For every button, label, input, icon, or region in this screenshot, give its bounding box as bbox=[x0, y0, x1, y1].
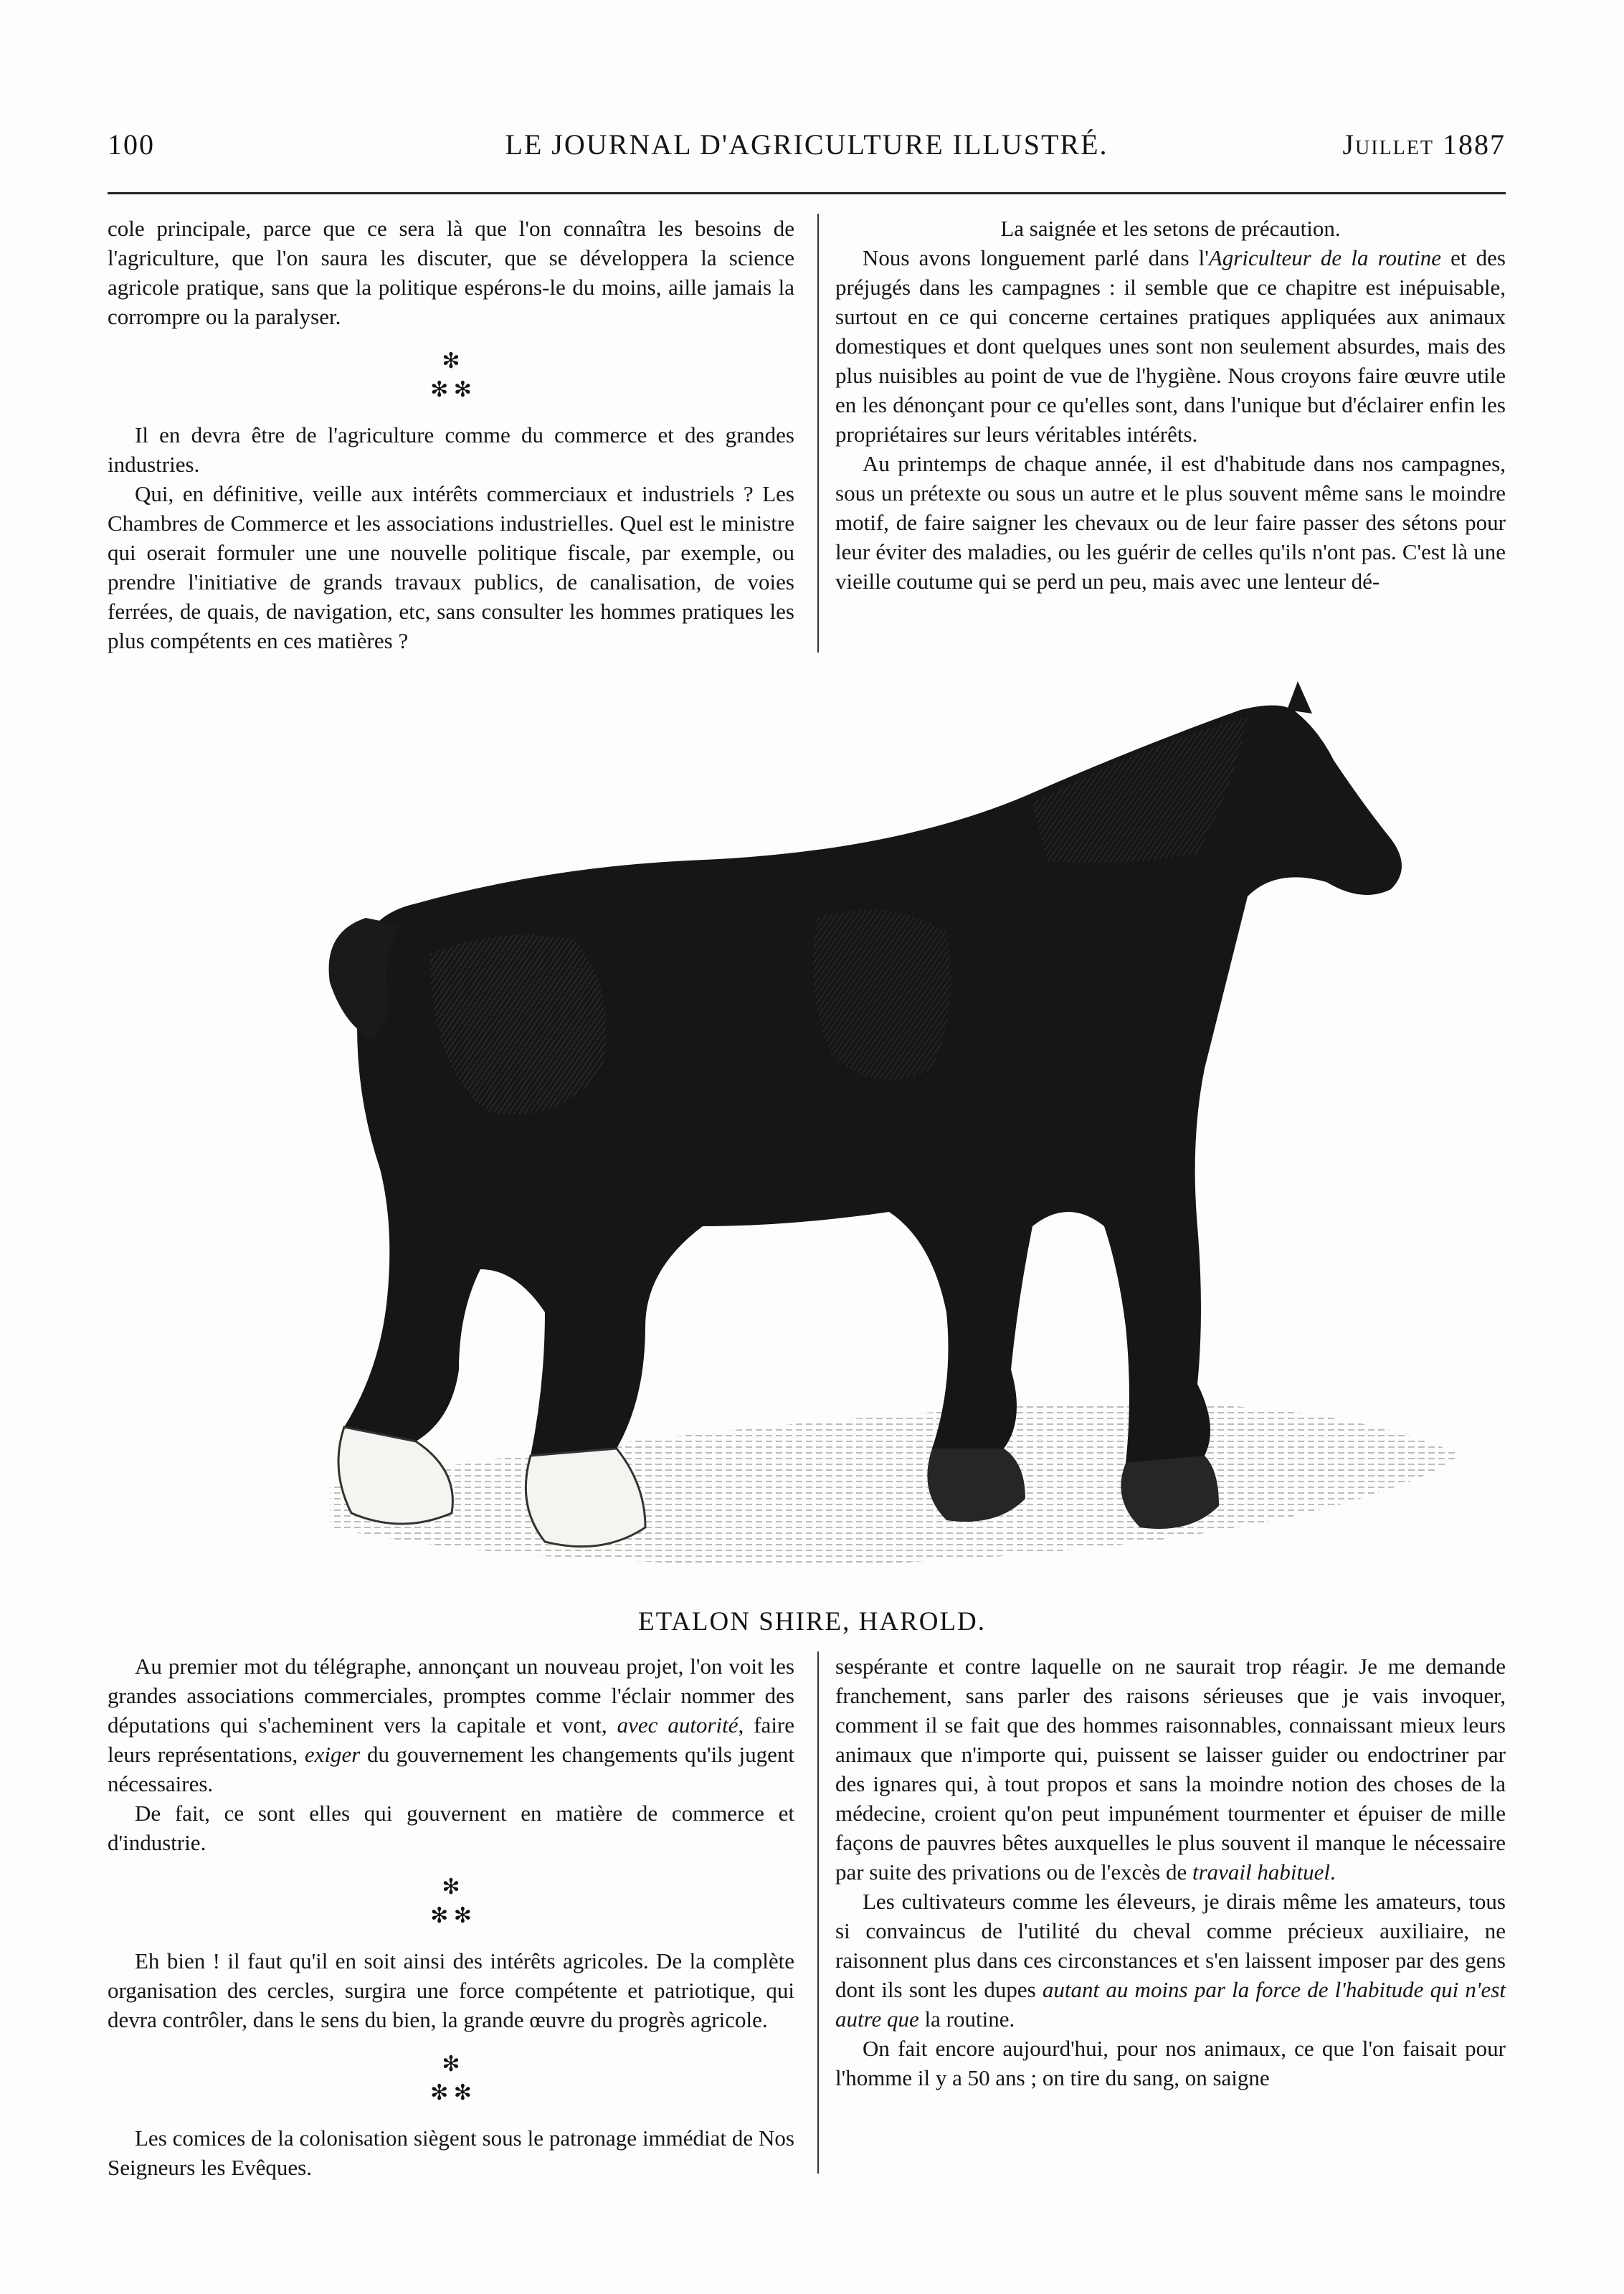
text-run: , faire leurs représentations, bbox=[108, 1712, 795, 1767]
section-title: La saignée et les setons de précaution. bbox=[1000, 216, 1341, 241]
issue-date: Juillet 1887 bbox=[1342, 128, 1506, 161]
horse-engraving bbox=[244, 681, 1520, 1592]
paragraph bbox=[835, 1887, 1506, 2034]
paragraph: Il en devra être de l'agriculture comme du commerce et des grandes industries. bbox=[108, 422, 794, 477]
page-header bbox=[108, 128, 1506, 178]
column-divider bbox=[817, 214, 819, 653]
text-run: du gouvernement les changements qu'ils jugent nécessaires. bbox=[108, 1742, 794, 1796]
horse-ear bbox=[1287, 681, 1312, 714]
italic-text: Agriculteur de la routine bbox=[1208, 245, 1441, 270]
section-separator: ✻ ✻ ✻ bbox=[430, 1875, 472, 1928]
text-run: . bbox=[1330, 1859, 1336, 1885]
journal-title: LE JOURNAL D'AGRICULTURE ILLUSTRÉ. bbox=[505, 128, 1108, 161]
paragraph bbox=[835, 243, 1506, 449]
paragraph: Qui, en définitive, veille aux intérêts commerciaux et industriels ? Les Chambres de Commerce et les associations industrielles. Quel est le ministre qui oserait formuler une une nouvelle politique fiscale, par exemple, ou prendre l'initiative de grands travaux publics, de canalisation, de voies ferrées, de quais, de navigation, etc, sans consulter les hommes pratiques les plus compétents en ces matières ? bbox=[108, 481, 794, 653]
paragraph: Au printemps de chaque année, il est d'habitude dans nos campagnes, sous un prétexte ou sous un autre et le plus souvent même sans le moindre motif, de faire saigner les chevaux ou de leur faire passer des sétons pour leur éviter des maladies, ou les guérir de celles qu'ils n'ont pas. C'est là une vieille coutume qui se perd un peu, mais avec une lenteur dé- bbox=[835, 451, 1506, 594]
text-run: Au premier mot du télégraphe, annonçant un nouveau projet, l'on voit les grandes associations commerciales, promptes comme l'éclair nommer des députations qui s'acheminent vers la capitale et vont, bbox=[108, 1654, 794, 1738]
text-run: sespérante et contre laquelle on ne saurait trop réagir. Je me demande franchement, sans parler des raisons sérieuses que je vais invoquer, comment il se fait que des hommes raisonnables, connaissant mieux leurs animaux que n'importe qui, puissent se laisser guider ou endoctriner par des ignares qui, à tout propos et sans la moindre notion des choses de la médecine, croient qu'on peut impunément tourmenter et épuiser de mille façons de pauvres bêtes auxquelles le plus souvent il manque le nécessaire par suite des privations ou de l'excès de bbox=[835, 1654, 1506, 1885]
paragraph: De fait, ce sont elles qui gouvernent en matière de commerce et d'industrie. bbox=[108, 1801, 794, 1855]
paragraph bbox=[835, 1651, 1506, 1887]
header-rule bbox=[108, 192, 1506, 194]
paragraph bbox=[108, 1651, 794, 1798]
italic-text: avec autorité bbox=[617, 1712, 739, 1738]
italic-text: autant au moins par la force de l'habitude qui n'est autre que bbox=[835, 1977, 1506, 2032]
section-separator: ✻ ✻ ✻ bbox=[430, 349, 472, 402]
page-number: 100 bbox=[108, 128, 155, 161]
horse-body bbox=[344, 706, 1402, 1469]
top-right-column bbox=[835, 214, 1506, 596]
bottom-left-column bbox=[108, 1651, 794, 2182]
text-run: Nous avons longuement parlé dans l' bbox=[863, 245, 1209, 270]
column-divider bbox=[817, 1651, 819, 2174]
top-left-column bbox=[108, 214, 794, 655]
paragraph: cole principale, parce que ce sera là que l'on connaîtra les besoins de l'agriculture, que l'on saura les discuter, que se développera la science agricole pratique, sans que la politique espérons-le du moins, aille jamais la corrompre ou la paralyser. bbox=[108, 216, 794, 329]
text-run: Les cultivateurs comme les éleveurs, je dirais même les amateurs, tous si convaincus de l'utilité du cheval comme précieux auxiliaire, ne raisonnent plus dans ces circonstances et s'en laissent imposer par des gens dont ils sont les dupes bbox=[835, 1889, 1506, 2002]
figure-caption: ETALON SHIRE, HAROLD. bbox=[637, 1607, 987, 1636]
text-run: et des préjugés dans les campagnes : il semble que ce chapitre est inépuisable, surtout en ce qui concerne certaines pratiques appliquées aux animaux domestiques et dont quelques unes sont non seulement absurdes, mais des plus nuisibles au point de vue de l'hygiène. Nous croyons faire œuvre utile en les dénonçant pour ce qu'elles sont, dans l'unique but d'éclairer enfin les propriétaires sur leurs véritables intérêts. bbox=[835, 245, 1506, 447]
italic-text: exiger bbox=[304, 1742, 361, 1767]
paragraph: Les comices de la colonisation siègent sous le patronage immédiat de Nos Seigneurs les Evêques. bbox=[108, 2125, 794, 2180]
ground-shading bbox=[330, 1403, 1463, 1564]
italic-text: travail habituel bbox=[1192, 1859, 1331, 1885]
paragraph: On fait encore aujourd'hui, pour nos animaux, ce que l'on faisait pour l'homme il y a 50 ans ; on tire du sang, on saigne bbox=[835, 2036, 1506, 2090]
text-run: la routine. bbox=[918, 2006, 1015, 2032]
bottom-right-column bbox=[835, 1651, 1506, 2092]
section-separator: ✻ ✻ ✻ bbox=[430, 2052, 472, 2105]
paragraph: Eh bien ! il faut qu'il en soit ainsi des intérêts agricoles. De la complète organisation des cercles, surgira une force compétente et patriotique, qui devra contrôler, dans le sens du bien, la grande œuvre du progrès agricole. bbox=[108, 1948, 794, 2032]
